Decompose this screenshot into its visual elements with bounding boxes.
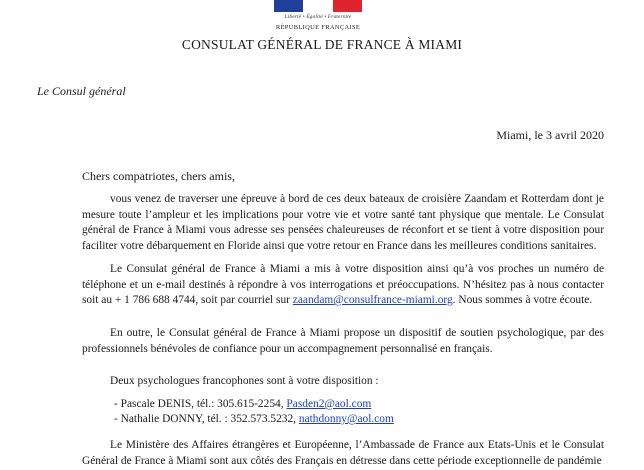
republic-name: RÉPUBLIQUE FRANÇAISE	[275, 24, 361, 31]
paragraph-3: En outre, le Consulat général de France à Miami propose un dispositif de soutien psychologique, par des professionnels bénévoles de confiance pour un accompagnement personnalisé en français.	[82, 327, 604, 355]
sender-label: Le Consul général	[37, 84, 126, 98]
nathdonny-email-link[interactable]: nathdonny@aol.com	[298, 413, 394, 425]
tricolor-flag-icon	[274, 0, 362, 12]
psychologist-contacts	[114, 397, 394, 427]
pasden-email-link[interactable]: Pasden2@aol.com	[286, 398, 372, 410]
paragraph-5: Le Ministère des Affaires étrangères et Européenne, l’Ambassade de France aux Etats-Unis et le Consulat Général de France à Miami sont aux côtés des Français en détresse dans cette période exceptionnelle de pandémie	[82, 439, 604, 467]
marianne-logo	[272, 0, 364, 38]
salutation: Chers compatriotes, chers amis,	[82, 169, 235, 183]
paragraph-4: Deux psychologues francophones sont à votre disposition :	[110, 375, 379, 387]
consulate-title: CONSULAT GÉNÉRAL DE FRANCE À MIAMI	[181, 37, 463, 52]
letter-date: Miami, le 3 avril 2020	[496, 128, 604, 142]
paragraph-1: vous venez de traverser une épreuve à bord de ces deux bateaux de croisière Zaandam et Rotterdam dont je mesure toute l’ampleur et les implications pour votre vie et votre santé tant physique que mentale. Le Consulat général de France à Miami vous adresse ses pensées chaleureuses de réconfort et se tient à votre disposition pour faciliter votre débarquement en Floride ainsi que votre retour en France dans les meilleures conditions sanitaires.	[82, 193, 604, 252]
paragraph-2: Le Consulat général de France à Miami a mis à votre disposition ainsi qu’à vos proches un numéro de téléphone et un e-mail destinés à répondre à vos interrogations et préoccupations. N’hésitez pas à nous contacter soit au + 1 786 688 4744, soit par courriel sur zaandam@consulfrance-miami.org. Nous sommes à votre écoute.	[82, 263, 604, 306]
contact-row: - Nathalie DONNY, tél. : 352.573.5232, nathdonny@aol.com	[114, 413, 394, 425]
republic-motto: Liberté • Égalité • Fraternité	[284, 14, 352, 20]
zaandam-email-link[interactable]: zaandam@consulfrance-miami.org	[292, 294, 453, 306]
contact-row: - Pascale DENIS, tél.: 305.615-2254, Pasden2@aol.com	[114, 398, 372, 410]
